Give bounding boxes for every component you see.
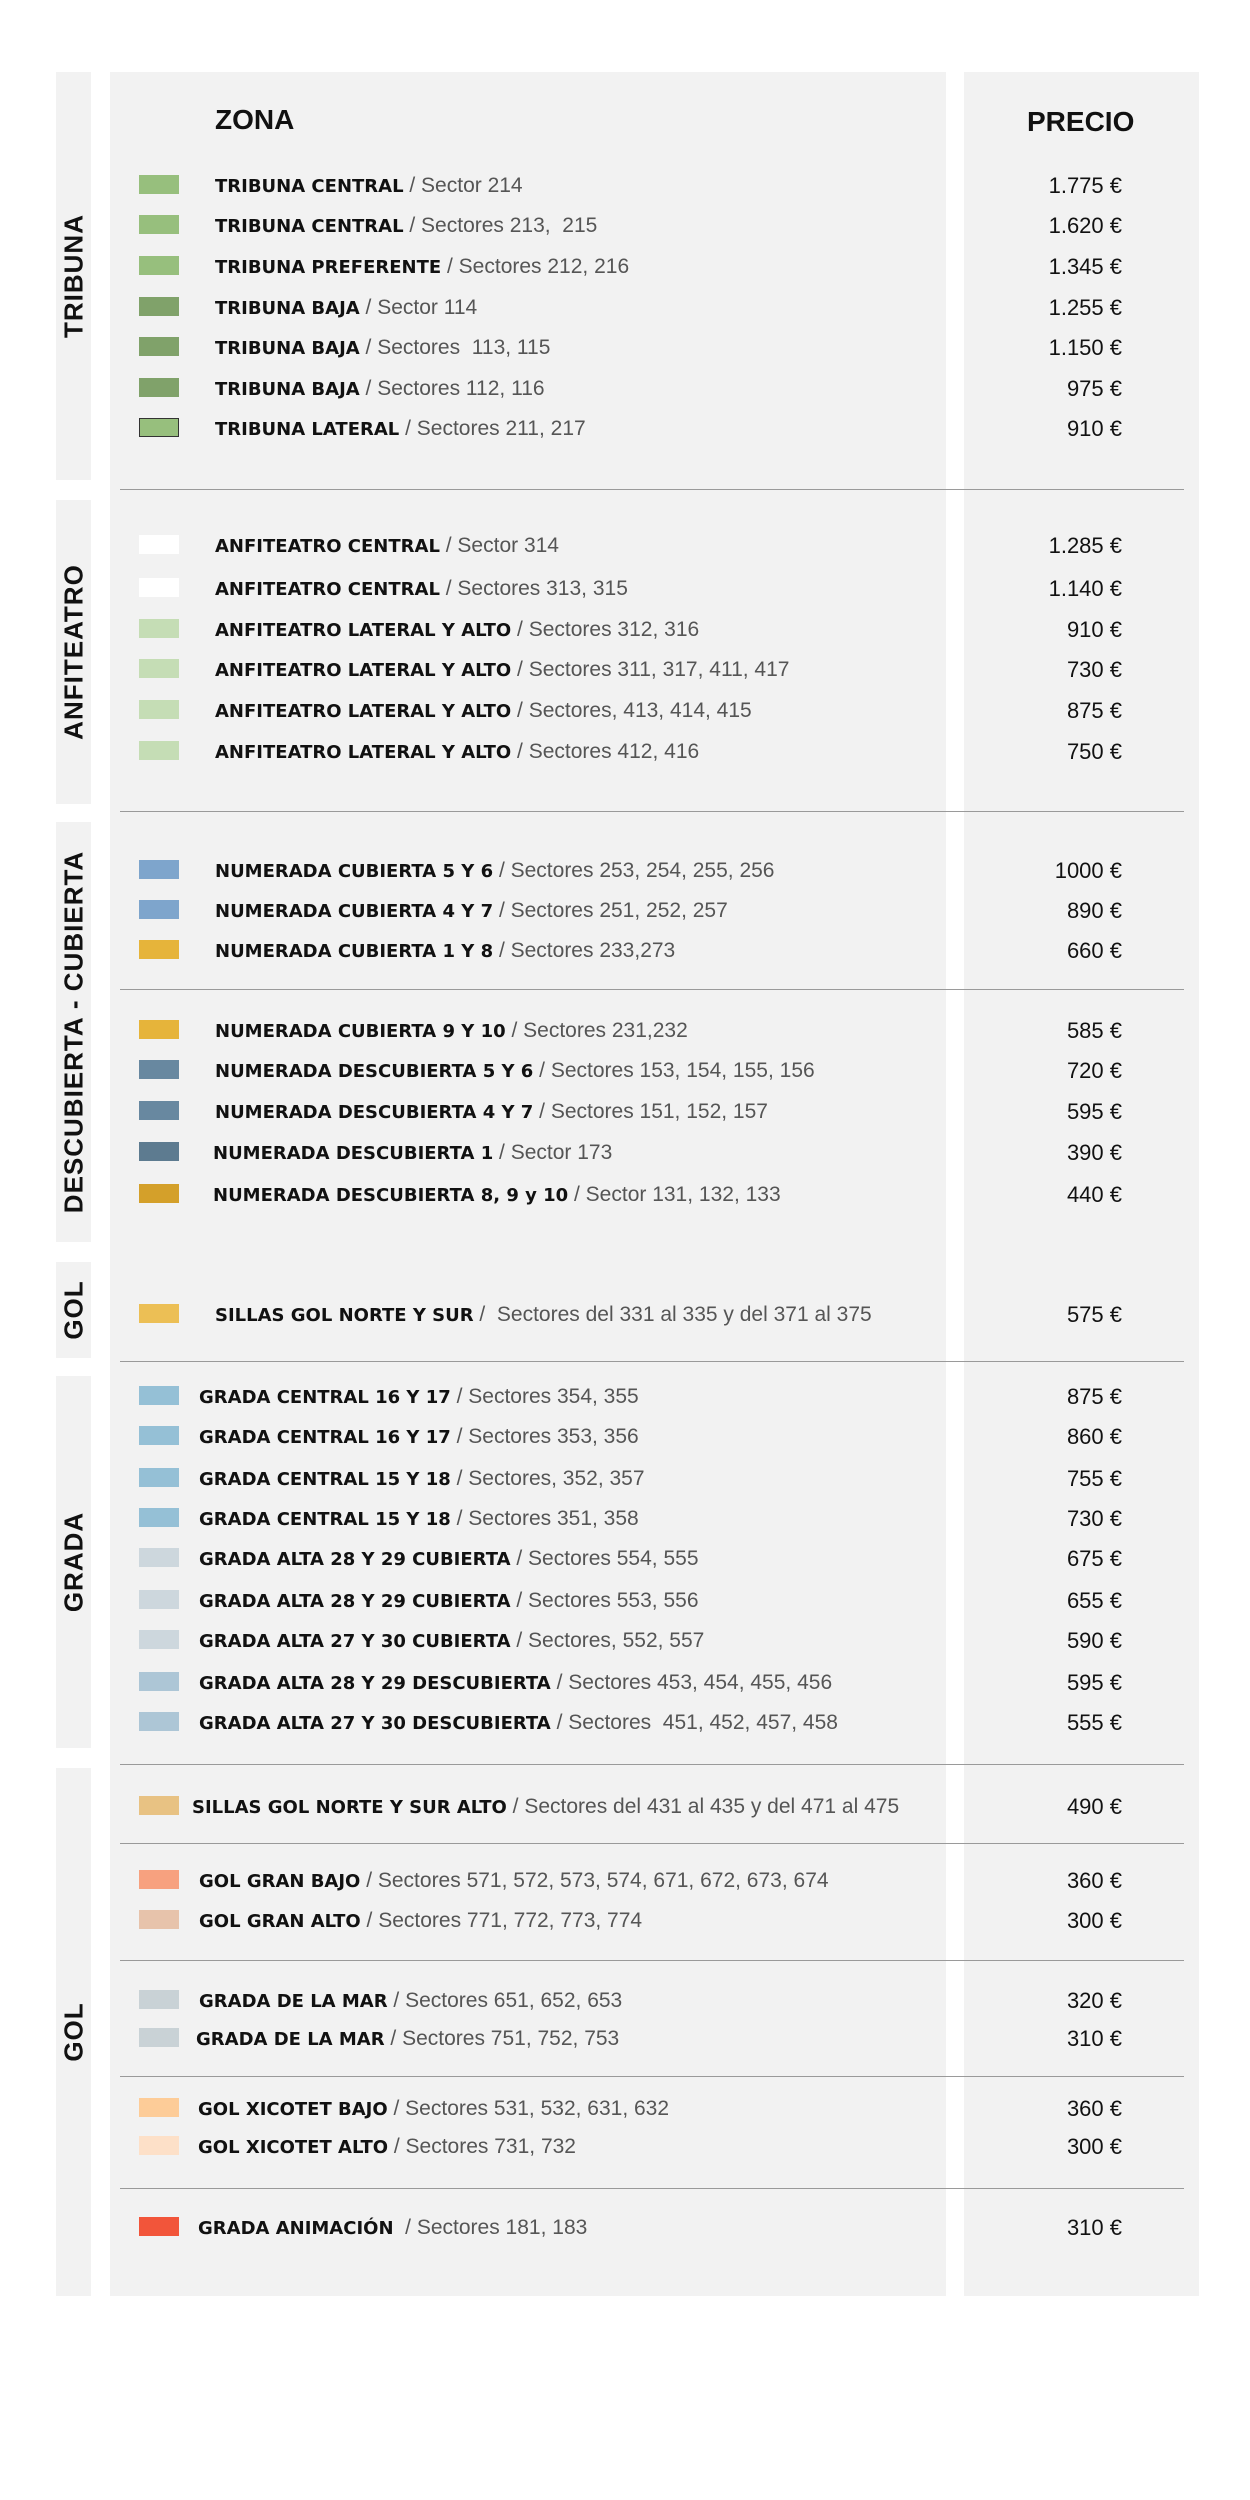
- zone-sectors: / Sectores 553, 556: [510, 1589, 699, 1612]
- section-grada: [56, 1376, 91, 1748]
- separator: [120, 2076, 1184, 2077]
- zone-name: GOL GRAN BAJO: [199, 1871, 361, 1892]
- zone-sectors: / Sectores 451, 452, 457, 458: [550, 1711, 838, 1734]
- zone-name: GRADA ALTA 28 Y 29 CUBIERTA: [199, 1591, 511, 1612]
- zone-row: [199, 1588, 699, 1615]
- separator: [120, 811, 1184, 812]
- separator: [120, 1361, 1184, 1362]
- zone-row: [192, 1794, 899, 1821]
- zone-row: [215, 295, 477, 322]
- zone-sectors: / Sectores 353, 356: [450, 1425, 639, 1448]
- color-swatch: [139, 1590, 179, 1609]
- zone-sectors: / Sectores 651, 652, 653: [387, 1989, 623, 2012]
- zone-row: [199, 1628, 704, 1655]
- zone-row: [198, 2134, 576, 2161]
- zone-sectors: / Sectores 313, 315: [439, 577, 628, 600]
- color-swatch: [139, 940, 179, 959]
- zone-price: 1000 €: [1054, 858, 1122, 883]
- zone-name: ANFITEATRO CENTRAL: [215, 579, 440, 600]
- precio-header: PRECIO: [1027, 106, 1135, 137]
- zone-row: [215, 1099, 768, 1126]
- color-swatch: [139, 659, 179, 678]
- zone-price: 655 €: [1066, 1588, 1122, 1613]
- zone-name: GRADA ALTA 28 Y 29 CUBIERTA: [199, 1549, 511, 1570]
- zone-row: [199, 1988, 622, 2015]
- zone-price: 300 €: [1066, 1908, 1122, 1933]
- zone-sectors: / Sectores 771, 772, 773, 774: [360, 1909, 643, 1932]
- zone-price: 585 €: [1066, 1018, 1122, 1043]
- zone-row: [215, 533, 559, 560]
- zone-name: NUMERADA CUBIERTA 5 Y 6: [215, 861, 494, 882]
- zone-row: [198, 2096, 669, 2123]
- zone-row: [215, 898, 728, 925]
- zone-price: 1.255 €: [1048, 295, 1122, 320]
- section-descubierta-cubierta: [56, 822, 91, 1242]
- separator: [120, 489, 1184, 490]
- zone-price: 890 €: [1066, 898, 1122, 923]
- zone-sectors: / Sector 114: [359, 296, 478, 319]
- color-swatch: [139, 1548, 179, 1567]
- zone-row: [199, 1868, 829, 1895]
- zone-name: GRADA ALTA 28 Y 29 DESCUBIERTA: [199, 1673, 551, 1694]
- color-swatch: [139, 619, 179, 638]
- zone-row: [199, 1670, 832, 1697]
- color-swatch: [139, 1468, 179, 1487]
- zone-price: 875 €: [1066, 1384, 1122, 1409]
- zone-name: NUMERADA DESCUBIERTA 5 Y 6: [215, 1061, 534, 1082]
- zone-price: 1.345 €: [1048, 254, 1122, 279]
- zone-sectors: / Sectores 231,232: [505, 1019, 688, 1042]
- zone-sectors: / Sectores 253, 254, 255, 256: [493, 859, 775, 882]
- zone-price: 555 €: [1066, 1710, 1122, 1735]
- zone-sectors: / Sectores 351, 358: [450, 1507, 639, 1530]
- zone-row: [215, 938, 675, 965]
- zone-name: NUMERADA DESCUBIERTA 4 Y 7: [215, 1102, 534, 1123]
- zone-row: [199, 1384, 639, 1411]
- color-swatch: [139, 337, 179, 356]
- zone-name: TRIBUNA CENTRAL: [215, 176, 404, 197]
- zone-sectors: / Sectores 233,273: [493, 939, 676, 962]
- color-swatch: [139, 900, 179, 919]
- zone-price: 975 €: [1066, 376, 1122, 401]
- color-swatch: [139, 2098, 179, 2117]
- zone-sectors: / Sectores 354, 355: [450, 1385, 639, 1408]
- zone-sectors: / Sector 173: [493, 1141, 613, 1164]
- zone-price: 660 €: [1066, 938, 1122, 963]
- zone-price: 1.620 €: [1048, 213, 1122, 238]
- color-swatch: [139, 1426, 179, 1445]
- zone-price: 595 €: [1066, 1099, 1122, 1124]
- zone-sectors: / Sectores 212, 216: [441, 255, 630, 278]
- color-swatch: [139, 1630, 179, 1649]
- zone-sectors: / Sector 131, 132, 133: [568, 1183, 781, 1206]
- color-swatch: [139, 215, 179, 234]
- zone-sectors: / Sectores 751, 752, 753: [384, 2027, 620, 2050]
- color-swatch: [139, 1712, 179, 1731]
- zone-name: GRADA CENTRAL 16 Y 17: [199, 1427, 451, 1448]
- zone-row: [199, 1546, 699, 1573]
- zone-name: NUMERADA CUBIERTA 9 Y 10: [215, 1021, 506, 1042]
- section-gol-top: [56, 1262, 91, 1358]
- zone-name: SILLAS GOL NORTE Y SUR: [215, 1305, 474, 1326]
- zone-sectors: / Sector 214: [403, 174, 523, 197]
- color-swatch: [139, 1796, 179, 1815]
- zone-name: GRADA ANIMACIÓN: [198, 2218, 394, 2239]
- zone-name: TRIBUNA BAJA: [215, 298, 360, 319]
- zone-row: [199, 1506, 639, 1533]
- zone-sectors: / Sectores 151, 152, 157: [533, 1100, 768, 1123]
- zone-price: 910 €: [1066, 617, 1122, 642]
- zone-sectors: / Sectores 181, 183: [393, 2216, 588, 2239]
- zone-sectors: / Sectores del 431 al 435 y del 471 al 475: [506, 1795, 900, 1818]
- zone-name: ANFITEATRO LATERAL Y ALTO: [215, 701, 512, 722]
- color-swatch: [139, 1508, 179, 1527]
- color-swatch: [139, 256, 179, 275]
- zone-sectors: / Sectores 153, 154, 155, 156: [533, 1059, 815, 1082]
- color-swatch: [139, 535, 179, 554]
- zone-row: [213, 1182, 781, 1209]
- separator: [120, 989, 1184, 990]
- zone-price: 595 €: [1066, 1670, 1122, 1695]
- zone-price: 390 €: [1066, 1140, 1122, 1165]
- separator: [120, 1960, 1184, 1961]
- zone-name: GOL GRAN ALTO: [199, 1911, 361, 1932]
- color-swatch: [139, 1060, 179, 1079]
- color-swatch: [139, 1020, 179, 1039]
- zone-row: [213, 1140, 612, 1167]
- zone-name: GRADA DE LA MAR: [196, 2029, 385, 2050]
- zone-price: 730 €: [1066, 1506, 1122, 1531]
- color-swatch: [139, 2136, 179, 2155]
- separator: [120, 2188, 1184, 2189]
- section-label: ANFITEATRO: [58, 564, 88, 740]
- zone-name: NUMERADA DESCUBIERTA 8, 9 y 10: [213, 1185, 569, 1206]
- zone-price: 300 €: [1066, 2134, 1122, 2159]
- zone-name: NUMERADA CUBIERTA 4 Y 7: [215, 901, 494, 922]
- zone-row: [215, 335, 550, 362]
- zone-name: NUMERADA CUBIERTA 1 Y 8: [215, 941, 494, 962]
- zone-sectors: / Sectores 213, 215: [403, 214, 598, 237]
- zone-sectors: / Sectores 311, 317, 411, 417: [511, 658, 790, 681]
- zone-price: 310 €: [1066, 2215, 1122, 2240]
- zone-name: GOL XICOTET ALTO: [198, 2137, 389, 2158]
- zone-row: [215, 376, 545, 403]
- zone-row: [215, 213, 597, 240]
- zone-row: [215, 1018, 688, 1045]
- zone-sectors: / Sectores 211, 217: [399, 417, 586, 440]
- separator: [120, 1764, 1184, 1765]
- zone-name: NUMERADA DESCUBIERTA 1: [213, 1143, 494, 1164]
- section-label: TRIBUNA: [58, 214, 88, 338]
- zone-price: 360 €: [1066, 2096, 1122, 2121]
- zone-row: [215, 1302, 872, 1329]
- zone-name: GOL XICOTET BAJO: [198, 2099, 388, 2120]
- zone-price: 860 €: [1066, 1424, 1122, 1449]
- color-swatch: [139, 1304, 179, 1323]
- zone-name: GRADA CENTRAL 16 Y 17: [199, 1387, 451, 1408]
- zone-name: ANFITEATRO CENTRAL: [215, 536, 440, 557]
- zone-name: GRADA DE LA MAR: [199, 1991, 388, 2012]
- color-swatch: [139, 578, 179, 597]
- zone-row: [215, 173, 523, 200]
- section-label: GRADA: [58, 1511, 88, 1613]
- zone-sectors: / Sectores 571, 572, 573, 574, 671, 672, 673, 674: [360, 1869, 829, 1892]
- zone-sectors: / Sector 314: [439, 534, 559, 557]
- color-swatch: [139, 378, 179, 397]
- zone-sectors: / Sectores del 331 al 335 y del 371 al 375: [473, 1303, 872, 1326]
- color-swatch: [139, 297, 179, 316]
- section-gol-bottom: [56, 1768, 91, 2296]
- color-swatch: [139, 1910, 179, 1929]
- zone-sectors: / Sectores 113, 115: [359, 336, 551, 359]
- zone-sectors: / Sectores 531, 532, 631, 632: [387, 2097, 670, 2120]
- zone-price: 755 €: [1066, 1466, 1122, 1491]
- zone-name: GRADA ALTA 27 Y 30 DESCUBIERTA: [199, 1713, 551, 1734]
- zone-price: 910 €: [1066, 416, 1122, 441]
- zone-name: SILLAS GOL NORTE Y SUR ALTO: [192, 1797, 507, 1818]
- zone-row: [199, 1424, 639, 1451]
- section-label: GOL: [58, 1280, 88, 1340]
- zone-row: [215, 739, 699, 766]
- zone-price: 1.140 €: [1048, 576, 1122, 601]
- color-swatch: [139, 2028, 179, 2047]
- color-swatch: [139, 1101, 179, 1120]
- zone-price: 875 €: [1066, 698, 1122, 723]
- zone-name: GRADA CENTRAL 15 Y 18: [199, 1509, 451, 1530]
- section-label: GOL: [58, 2002, 88, 2062]
- section-tribuna: [56, 72, 91, 480]
- zone-name: ANFITEATRO LATERAL Y ALTO: [215, 742, 512, 763]
- zone-price: 440 €: [1066, 1182, 1122, 1207]
- zone-price: 490 €: [1066, 1794, 1122, 1819]
- color-swatch: [139, 1672, 179, 1691]
- color-swatch: [139, 741, 179, 760]
- zone-name: ANFITEATRO LATERAL Y ALTO: [215, 660, 512, 681]
- color-swatch: [139, 175, 179, 194]
- zone-row: [215, 698, 752, 725]
- zone-price: 1.775 €: [1048, 173, 1122, 198]
- zone-name: GRADA CENTRAL 15 Y 18: [199, 1469, 451, 1490]
- color-swatch: [139, 860, 179, 879]
- zone-row: [199, 1710, 838, 1737]
- zone-row: [215, 416, 586, 443]
- zone-row: [215, 576, 628, 603]
- zone-row: [199, 1466, 645, 1493]
- zone-sectors: / Sectores 453, 454, 455, 456: [550, 1671, 833, 1694]
- zone-sectors: / Sectores 412, 416: [511, 740, 700, 763]
- zone-sectors: / Sectores 112, 116: [359, 377, 545, 400]
- zona-header: ZONA: [215, 104, 295, 135]
- zone-sectors: / Sectores 312, 316: [511, 618, 700, 641]
- zone-sectors: / Sectores, 413, 414, 415: [511, 699, 752, 722]
- zone-price: 730 €: [1066, 657, 1122, 682]
- color-swatch: [139, 1990, 179, 2009]
- separator: [120, 1843, 1184, 1844]
- zone-name: TRIBUNA BAJA: [215, 338, 360, 359]
- zone-sectors: / Sectores 251, 252, 257: [493, 899, 728, 922]
- zone-name: ANFITEATRO LATERAL Y ALTO: [215, 620, 512, 641]
- zone-price: 1.150 €: [1048, 335, 1122, 360]
- zone-row: [196, 2026, 619, 2053]
- zone-price: 575 €: [1066, 1302, 1122, 1327]
- zone-row: [215, 657, 789, 684]
- zone-row: [198, 2215, 587, 2242]
- zone-price: 675 €: [1066, 1546, 1122, 1571]
- zone-sectors: / Sectores 554, 555: [510, 1547, 699, 1570]
- zone-sectors: / Sectores 731, 732: [388, 2135, 576, 2158]
- zone-row: [199, 1908, 642, 1935]
- zone-price: 360 €: [1066, 1868, 1122, 1893]
- zone-row: [215, 1058, 815, 1085]
- section-label: DESCUBIERTA - CUBIERTA: [58, 850, 88, 1214]
- zone-price: 1.285 €: [1048, 533, 1122, 558]
- zone-price: 320 €: [1066, 1988, 1122, 2013]
- color-swatch: [139, 418, 179, 437]
- zone-row: [215, 858, 774, 885]
- zone-row: [215, 617, 699, 644]
- zone-sectors: / Sectores, 552, 557: [510, 1629, 705, 1652]
- color-swatch: [139, 1386, 179, 1405]
- zone-name: TRIBUNA CENTRAL: [215, 216, 404, 237]
- color-swatch: [139, 1184, 179, 1203]
- zone-price: 720 €: [1066, 1058, 1122, 1083]
- zone-name: TRIBUNA PREFERENTE: [215, 257, 442, 278]
- section-anfiteatro: [56, 500, 91, 804]
- zone-name: GRADA ALTA 27 Y 30 CUBIERTA: [199, 1631, 511, 1652]
- color-swatch: [139, 2217, 179, 2236]
- zone-price: 590 €: [1066, 1628, 1122, 1653]
- zone-price: 310 €: [1066, 2026, 1122, 2051]
- zone-sectors: / Sectores, 352, 357: [450, 1467, 645, 1490]
- color-swatch: [139, 1142, 179, 1161]
- color-swatch: [139, 700, 179, 719]
- zone-price: 750 €: [1066, 739, 1122, 764]
- color-swatch: [139, 1870, 179, 1889]
- zone-name: TRIBUNA LATERAL: [215, 419, 400, 440]
- zone-name: TRIBUNA BAJA: [215, 379, 360, 400]
- zone-row: [215, 254, 629, 281]
